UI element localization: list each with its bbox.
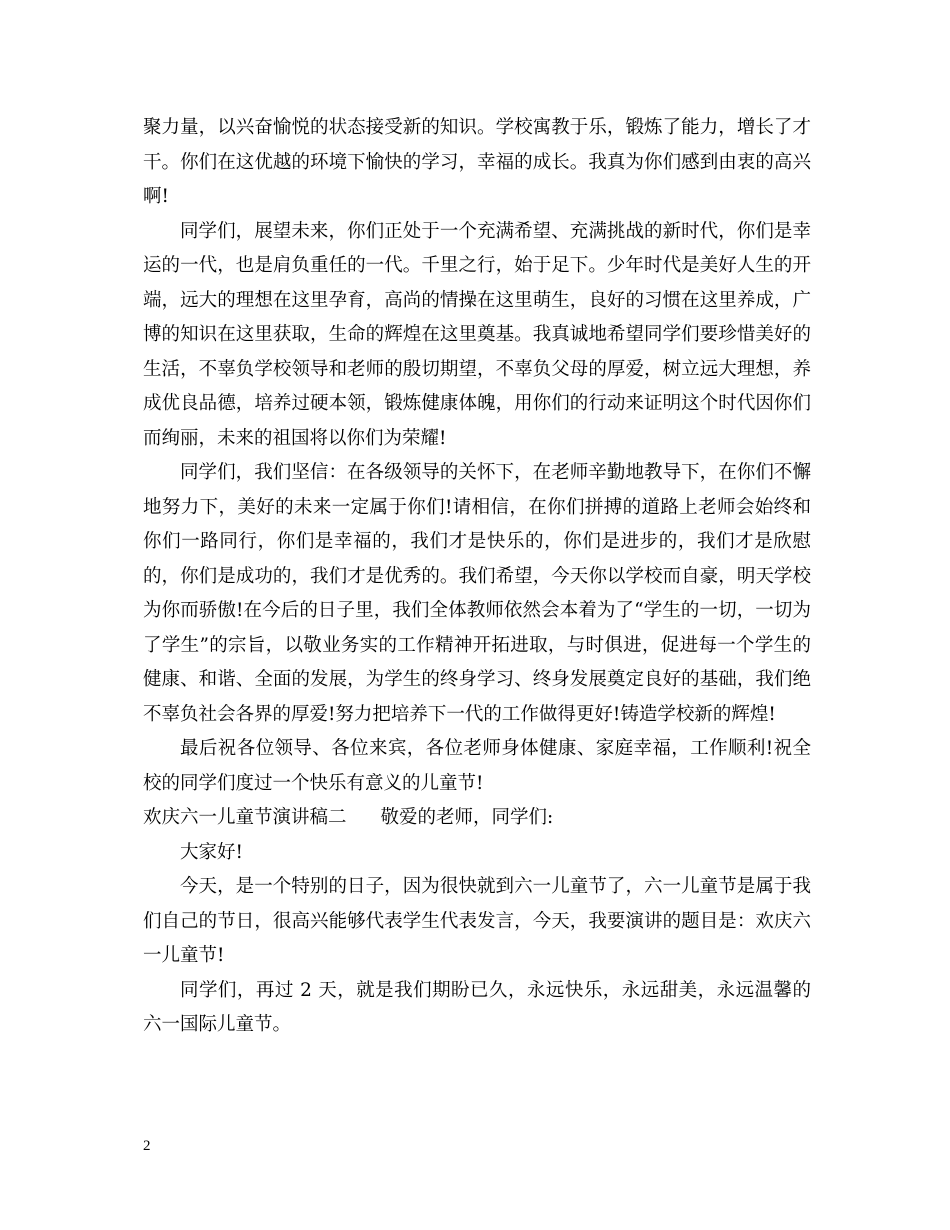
section-heading [143, 801, 811, 836]
paragraph-7: 同学们，再过 2 天，就是我们期盼已久，永远快乐，永远甜美，永远温馨的六一国际儿童节。 [143, 979, 811, 1035]
paragraph-6: 今天，是一个特别的日子，因为很快就到六一儿童节了，六一儿童节是属于我们自己的节日，很高兴能够代表学生代表发言，今天，我要演讲的题目是：欢庆六一儿童节! [143, 876, 811, 966]
paragraph-2: 同学们，展望未来，你们正处于一个充满希望、充满挑战的新时代，你们是幸运的一代，也是肩负重任的一代。千里之行，始于足下。少年时代是美好人生的开端，远大的理想在这里孕育，高尚的情操在这里萌生，良好的习惯在这里养成，广博的知识在这里获取，生命的辉煌在这里奠基。我真诚地希望同学们要珍惜美好的生活，不辜负学校领导和老师的殷切期望，不辜负父母的厚爱，树立远大理想，养成优良品德，培养过硬本领，锻炼健康体魄，用你们的行动来证明这个时代因你们而绚丽，未来的祖国将以你们为荣耀! [143, 220, 811, 449]
paragraph-5: 大家好! [180, 841, 243, 863]
paragraph-4: 最后祝各位领导、各位来宾，各位老师身体健康、家庭幸福，工作顺利!祝全校的同学们度过一个快乐有意义的儿童节! [143, 738, 811, 794]
document-body [143, 111, 811, 1043]
paragraph-1: 聚力量，以兴奋愉悦的状态接受新的知识。学校寓教于乐，锻炼了能力，增长了才干。你们在这优越的环境下愉快的学习，幸福的成长。我真为你们感到由衷的高兴啊! [143, 117, 811, 207]
section-title: 欢庆六一儿童节演讲稿二 [143, 807, 347, 828]
page-number: 2 [143, 1138, 151, 1154]
paragraph-3: 同学们，我们坚信：在各级领导的关怀下，在老师辛勤地教导下，在你们不懈地努力下，美好的未来一定属于你们!请相信，在你们拼搏的道路上老师会始终和你们一路同行，你们是幸福的，我们才是快乐的，你们是进步的，我们才是欣慰的，你们是成功的，我们才是优秀的。我们希望，今天你以学校而自豪，明天学校为你而骄傲!在今后的日子里，我们全体教师依然会本着为了“学生的一切，一切为了学生”的宗旨，以敬业务实的工作精神开拓进取，与时俱进，促进每一个学生的健康、和谐、全面的发展，为学生的终身学习、终身发展奠定良好的基础，我们绝不辜负社会各界的厚爱!努力把培养下一代的工作做得更好!铸造学校新的辉煌! [143, 462, 811, 725]
salutation: 敬爱的老师，同学们: [380, 807, 554, 828]
